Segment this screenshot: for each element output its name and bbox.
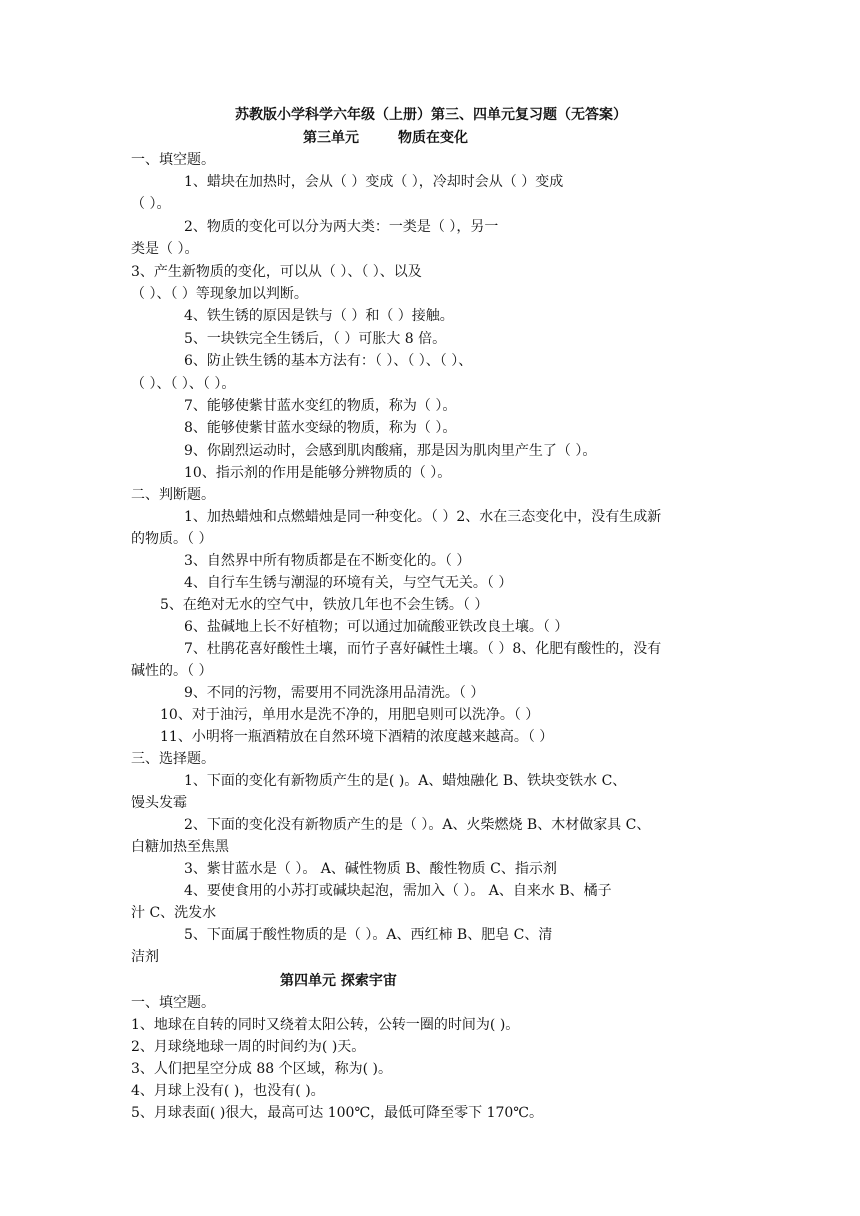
text-line: 1、下面的变化有新物质产生的是( )。A、蜡烛融化 B、铁块变铁水 C、 xyxy=(184,773,627,789)
unit4-heading: 第四单元 探索宇宙 xyxy=(280,973,397,989)
text-line: 2、月球绕地球一周的时间约为( )天。 xyxy=(131,1039,366,1055)
text-line: 5、一块铁完全生锈后，（ ）可胀大 8 倍。 xyxy=(184,331,447,347)
text-line: 3、紫甘蓝水是（ ）。 A、碱性物质 B、酸性物质 C、指示剂 xyxy=(184,861,557,877)
text-line: 3、自然界中所有物质都是在不断变化的。（ ） xyxy=(184,553,471,569)
text-line: （ ）。 xyxy=(131,196,171,212)
text-line: 6、盐碱地上长不好植物；可以通过加硫酸亚铁改良土壤。（ ） xyxy=(184,619,569,635)
unit3-heading: 第三单元 物质在变化 xyxy=(303,130,468,146)
text-line: 7、杜鹃花喜好酸性土壤，而竹子喜好碱性土壤。（ ）8、化肥有酸性的，没有 xyxy=(184,641,662,657)
text-line: 5、月球表面( )很大，最高可达 100℃，最低可降至零下 170℃。 xyxy=(131,1105,543,1121)
text-line: 白糖加热至焦黑 xyxy=(131,839,229,855)
text-line: 6、防止铁生锈的基本方法有：（ ）、（ ）、（ ）、 xyxy=(184,353,473,369)
text-line: 5、在绝对无水的空气中，铁放几年也不会生锈。（ ） xyxy=(160,597,489,613)
text-line: 9、不同的污物，需要用不同洗涤用品清洗。（ ） xyxy=(184,685,485,701)
text-line: 7、能够使紫甘蓝水变红的物质，称为（ ）。 xyxy=(184,398,457,414)
text-line: 9、你剧烈运动时，会感到肌肉酸痛，那是因为肌肉里产生了（ ）。 xyxy=(184,443,597,459)
text-line: 11、小明将一瓶酒精放在自然环境下酒精的浓度越来越高。（ ） xyxy=(160,729,554,745)
section-heading: 二、判断题。 xyxy=(131,487,215,503)
text-line: 8、能够使紫甘蓝水变绿的物质，称为（ ）。 xyxy=(184,420,457,436)
text-line: 汁 C、洗发水 xyxy=(131,905,217,921)
text-line: 2、下面的变化没有新物质产生的是（ ）。A、火柴燃烧 B、木材做家具 C、 xyxy=(184,817,651,833)
text-line: 5、下面属于酸性物质的是（ ）。A、西红柿 B、肥皂 C、清 xyxy=(184,927,553,943)
section-heading: 一、填空题。 xyxy=(131,152,215,168)
text-line: 4、月球上没有( )，也没有( )。 xyxy=(131,1083,325,1099)
text-line: （ ）、（ ）等现象加以判断。 xyxy=(131,286,308,302)
text-line: 3、人们把星空分成 88 个区域，称为( )。 xyxy=(131,1061,392,1077)
text-line: 2、物质的变化可以分为两大类：一类是（ ），另一 xyxy=(184,219,499,235)
text-line: 1、加热蜡烛和点燃蜡烛是同一种变化。（ ）2、水在三态变化中，没有生成新 xyxy=(184,509,662,525)
text-line: 1、地球在自转的同时又绕着太阳公转，公转一圈的时间为( )。 xyxy=(131,1017,520,1033)
text-line: 4、自行车生锈与潮湿的环境有关，与空气无关。（ ） xyxy=(184,575,513,591)
section-heading: 一、填空题。 xyxy=(131,995,215,1011)
text-line: 10、对于油污，单用水是洗不净的，用肥皂则可以洗净。（ ） xyxy=(160,707,540,723)
text-line: （ ）、（ ）、（ ）。 xyxy=(131,376,236,392)
text-line: 4、铁生锈的原因是铁与（ ）和（ ）接触。 xyxy=(184,308,454,324)
text-line: 的物质。（ ） xyxy=(131,531,213,547)
document-title: 苏教版小学科学六年级（上册）第三、四单元复习题（无答案） xyxy=(235,107,627,123)
text-line: 类是（ ）。 xyxy=(131,241,199,257)
text-line: 1、蜡块在加热时，会从（ ）变成（ ），冷却时会从（ ）变成 xyxy=(184,174,564,190)
text-line: 4、要使食用的小苏打或碱块起泡，需加入（ ）。 A、自来水 B、橘子 xyxy=(184,883,612,899)
text-line: 馒头发霉 xyxy=(131,795,187,811)
text-line: 3、产生新物质的变化，可以从（ ）、（ ）、以及 xyxy=(131,264,422,280)
text-line: 10、指示剂的作用是能够分辨物质的（ ）。 xyxy=(184,465,452,481)
text-line: 洁剂 xyxy=(131,949,159,965)
text-line: 碱性的。（ ） xyxy=(131,663,213,679)
section-heading: 三、选择题。 xyxy=(131,751,215,767)
